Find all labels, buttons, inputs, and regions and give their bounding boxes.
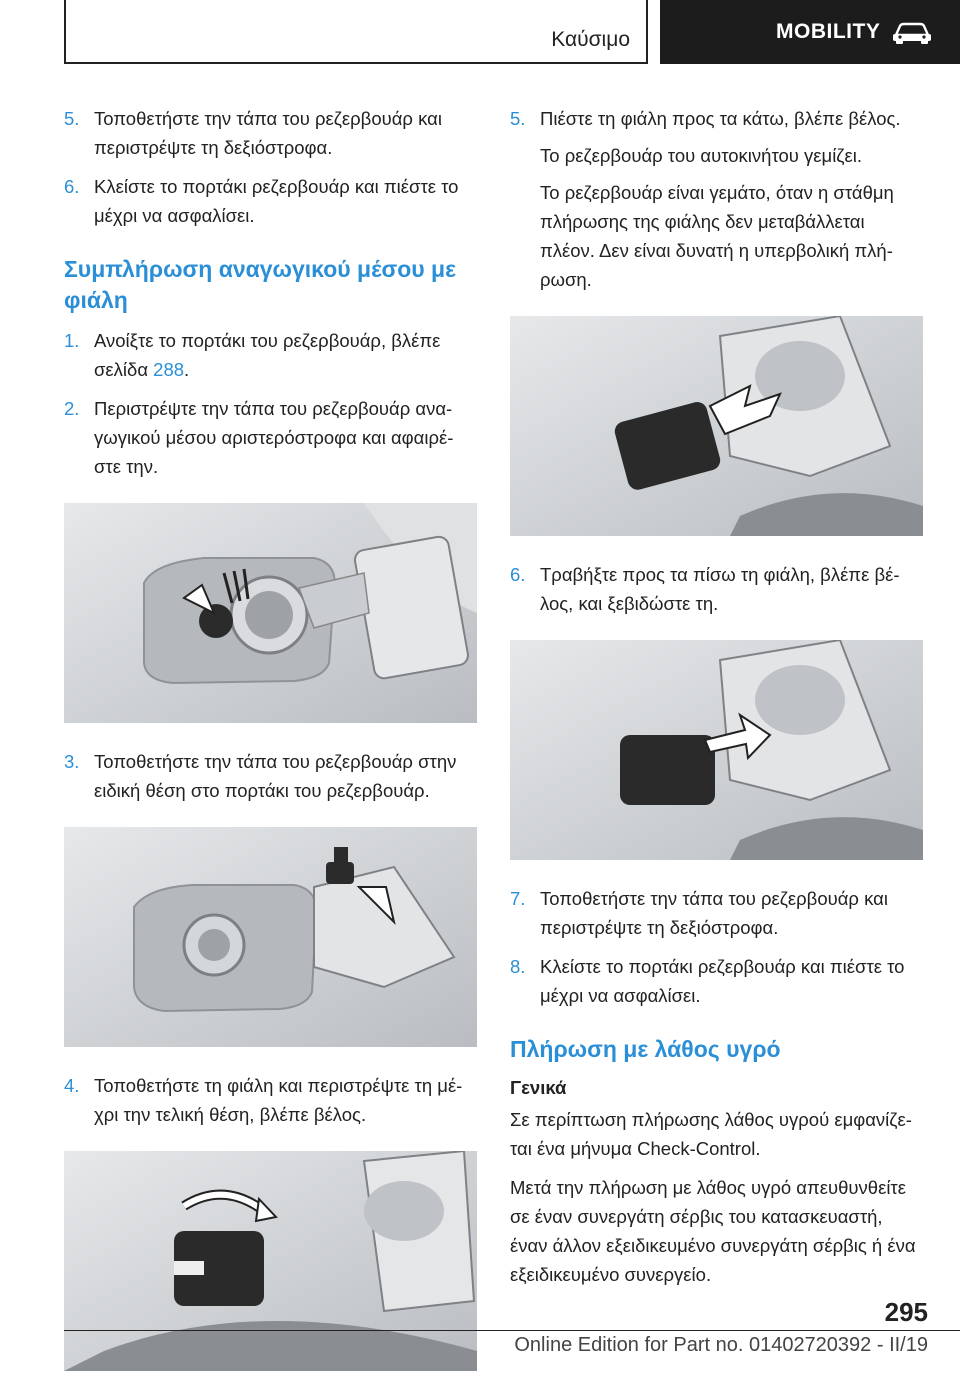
paragraph: Μετά την πλήρωση με λάθος υγρό απευθυνθείτε σε έναν συνεργάτη σέρβις του κατασκευαστή, έναν άλλον εξειδικευμένο συνεργάτη σέρβις ή ένα εξειδικευμένο συνεργείο. [510, 1177, 916, 1285]
step-1 [64, 326, 474, 384]
step-text: Τοποθετήστε την τάπα του ρεζερβουάρ στην ειδική θέση στο πορτάκι του ρεζερβουάρ. [94, 751, 457, 801]
step-4 [64, 1071, 474, 1129]
step-text-suffix: . [184, 359, 190, 380]
step-number: 4. [64, 1075, 80, 1096]
illustration-pull-bottle [510, 640, 923, 860]
illustration-park-cap [64, 827, 477, 1047]
step-text-main: Ανοίξτε το πορτάκι του ρεζερβουάρ, βλέπε σελίδα [94, 330, 441, 380]
step-text: Κλείστε το πορτάκι ρεζερβουάρ και πιέστε το μέχρι να ασφαλίσει. [540, 956, 905, 1006]
step-number: 7. [510, 888, 526, 909]
illustration-insert-bottle [64, 1151, 477, 1371]
illustration-remove-cap [64, 503, 477, 723]
car-icon [890, 19, 934, 45]
chapter-tab [660, 0, 960, 64]
step-number: 6. [64, 176, 80, 197]
step-paragraph: Πιέστε τη φιάλη προς τα κάτω, βλέπε βέλος. [540, 108, 901, 129]
step-text: Τοποθετήστε την τάπα του ρεζερβουάρ και περιστρέψτε τη δεξιόστροφα. [540, 888, 888, 938]
step-3 [64, 747, 474, 805]
step-number: 2. [64, 398, 80, 419]
step-text: Τοποθετήστε την τάπα του ρεζερβουάρ και περιστρέψτε τη δεξιόστροφα. [94, 108, 442, 158]
step-text [540, 104, 920, 294]
step-8 [510, 952, 920, 1010]
footer-divider [64, 1330, 960, 1331]
paragraph: Σε περίπτωση πλήρωσης λάθος υγρού εμφανίζε-ται ένα μήνυμα Check-Control. [510, 1109, 912, 1159]
section-heading-refill-bottle: Συμπλήρωση αναγωγικού μέσου με φιάλη [64, 256, 457, 313]
edition-note: Online Edition for Part no. 01402720392 - II/19 [514, 1334, 928, 1356]
step-5-right [510, 104, 920, 294]
page-number: 295 [884, 1297, 928, 1327]
step-text: Κλείστε το πορτάκι ρεζερβουάρ και πιέστε το μέχρι να ασφαλίσει. [94, 176, 459, 226]
left-column [64, 104, 474, 1395]
step-text [94, 326, 474, 384]
step-paragraph: Το ρεζερβουάρ του αυτοκινήτου γεμίζει. [540, 145, 862, 166]
step-7 [510, 884, 920, 942]
step-2 [64, 394, 474, 481]
step-6-right [510, 560, 920, 618]
step-5-left [64, 104, 474, 162]
step-text: Τοποθετήστε τη φιάλη και περιστρέψτε τη μέ-χρι την τελική θέση, βλέπε βέλος. [94, 1075, 463, 1125]
step-number: 3. [64, 751, 80, 772]
step-number: 8. [510, 956, 526, 977]
illustration-press-bottle [510, 316, 923, 536]
step-text: Περιστρέψτε την τάπα του ρεζερβουάρ ανα-γωγικού μέσου αριστερόστροφα και αφαιρέ-στε την. [94, 398, 454, 477]
step-text: Τραβήξτε προς τα πίσω τη φιάλη, βλέπε βέ-λος, και ξεβιδώστε τη. [540, 564, 900, 614]
section-heading-wrong-fluid: Πλήρωση με λάθος υγρό [510, 1036, 781, 1062]
step-number: 1. [64, 330, 80, 351]
subheading-general: Γενικά [510, 1077, 567, 1098]
step-number: 6. [510, 564, 526, 585]
step-number: 5. [510, 108, 526, 129]
step-number: 5. [64, 108, 80, 129]
section-title: Καύσιμο [551, 28, 630, 51]
page-link[interactable]: 288 [153, 359, 185, 380]
right-column [510, 104, 920, 1299]
chapter-label: MOBILITY [776, 20, 881, 43]
step-6-left [64, 172, 474, 230]
step-paragraph: Το ρεζερβουάρ είναι γεμάτο, όταν η στάθμη πλήρωσης της φιάλης δεν μεταβάλλεται πλέον. Δεν είναι δυνατή η υπερβολική πλή-ρωση. [540, 182, 894, 290]
